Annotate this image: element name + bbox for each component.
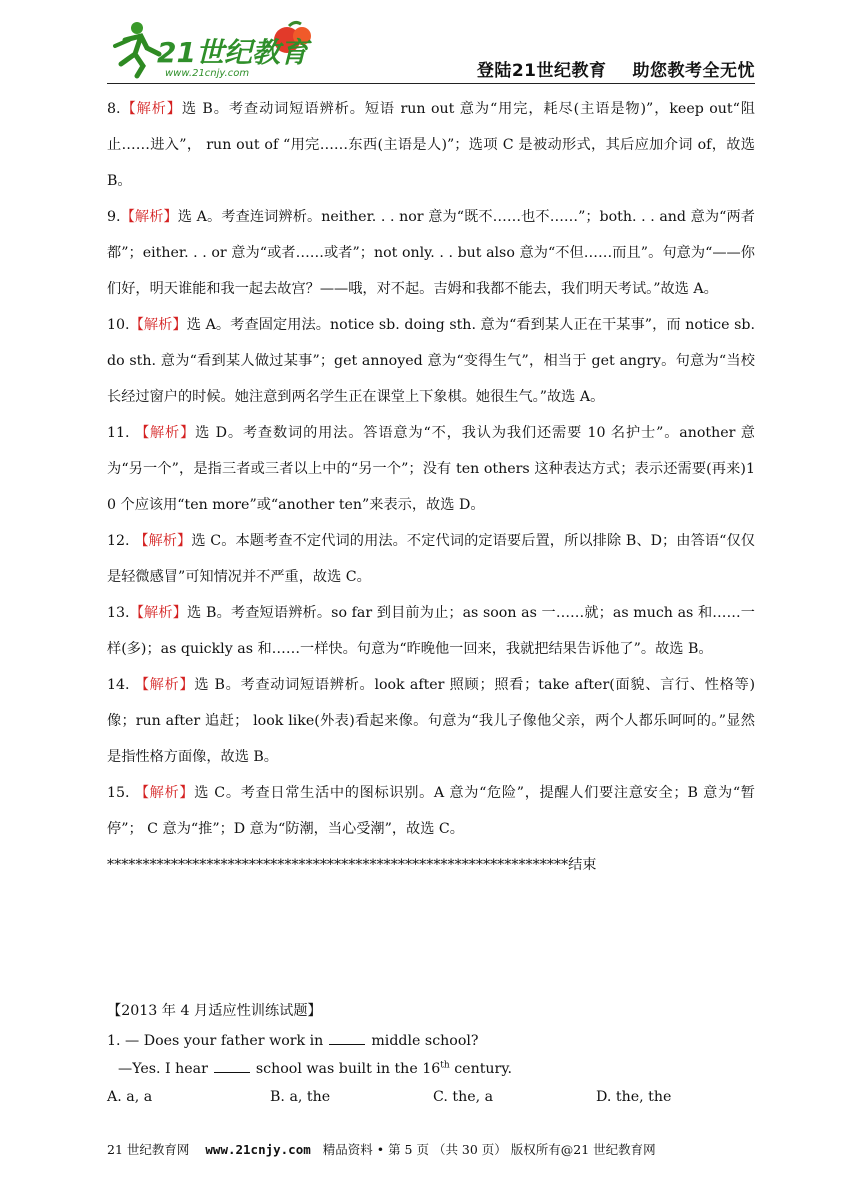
- analysis-tag: 【解析】: [134, 677, 195, 693]
- footer-brand: 21 世纪教育网: [107, 1142, 190, 1157]
- explanation-13: 13.【解析】选 B。考查短语辨析。so far 到目前为止；as soon as 一……就；as much as 和……一样(多)；as quickly as 和……一样快。句意为“昨晚他一回来，我就把结果告诉他了”。故选 B。: [107, 605, 755, 657]
- analysis-tag: 【解析】: [134, 533, 192, 549]
- site-logo[interactable]: [107, 18, 327, 80]
- end-marker: *****************************************************************结束: [107, 857, 597, 873]
- page-header: [107, 18, 755, 84]
- analysis-tag: 【解析】: [134, 785, 195, 801]
- explanation-15: 15. 【解析】选 C。考查日常生活中的图标识别。A 意为“危险”，提醒人们要注意安全；B 意为“暂停”； C 意为“推”；D 意为“防潮，当心受潮”，故选 C。: [107, 785, 755, 837]
- svg-text:21世纪教育: 21世纪教育: [157, 36, 308, 69]
- answer-blank: [214, 1060, 250, 1073]
- question-1-line-2: —Yes. I hear school was built in the 16th century.: [118, 1060, 512, 1077]
- analysis-tag: 【解析】: [120, 209, 178, 225]
- explanation-9: 9.【解析】选 A。考查连词辨析。neither. . . nor 意为“既不……也不……”；both. . . and 意为“两者都”；either. . . or 意为“或者……或者”；not only. . . but also 意为“不但……而且”。句意为“——你们好，明天谁能和我一起去故宫？——哦，对不起。吉姆和我都不能去，我们明天考试。”故选 A。: [107, 209, 755, 297]
- footer-page-info: 精品资料 • 第 5 页 （共 30 页） 版权所有@21 世纪教育网: [322, 1142, 656, 1157]
- option-a[interactable]: A. a, a: [107, 1089, 153, 1105]
- question-1-line-1: 1. — Does your father work in middle school?: [107, 1033, 479, 1049]
- option-c[interactable]: C. the, a: [433, 1089, 494, 1105]
- answer-blank: [329, 1032, 365, 1045]
- explanation-12: 12. 【解析】选 C。本题考查不定代词的用法。不定代词的定语要后置，所以排除 B、D；由答语“仅仅是轻微感冒”可知情况并不严重，故选 C。: [107, 533, 755, 585]
- logo-graphic: [107, 18, 327, 80]
- answer-explanations: [107, 91, 755, 883]
- option-b[interactable]: B. a, the: [270, 1089, 331, 1105]
- header-divider: [107, 83, 755, 84]
- option-d[interactable]: D. the, the: [596, 1089, 672, 1105]
- analysis-tag: 【解析】: [129, 605, 188, 621]
- explanation-10: 10.【解析】选 A。考查固定用法。notice sb. doing sth. 意为“看到某人正在干某事”，而 notice sb. do sth. 意为“看到某人做过某事”；get annoyed 意为“变得生气”，相当于 get angry。句意为“当校长经过窗户的时候。她注意到两名学生正在课堂上下象棋。她很生气。”故选 A。: [107, 317, 755, 405]
- explanation-8: 8.【解析】选 B。考查动词短语辨析。短语 run out 意为“用完，耗尽(主语是物)”，keep out“阻止……进入”， run out of “用完……东西(主语是人)”；选项 C 是被动形式，其后应加介词 of，故选 B。: [107, 101, 755, 189]
- explanation-11: 11. 【解析】选 D。考查数词的用法。答语意为“不，我认为我们还需要 10 名护士”。another 意为“另一个”，是指三者或三者以上中的“另一个”；没有 ten others 这种表达方式；表示还需要(再来)10 个应该用“ten more”或“another ten”来表示，故选 D。: [107, 425, 755, 513]
- footer-site-link[interactable]: www.21cnjy.com: [205, 1142, 311, 1157]
- svg-text:www.21cnjy.com: www.21cnjy.com: [165, 68, 250, 79]
- section-title: 【2013 年 4 月适应性训练试题】: [107, 1003, 322, 1019]
- slogan-login: 登陆21世纪教育: [476, 61, 607, 81]
- analysis-tag: 【解析】: [120, 101, 182, 117]
- analysis-tag: 【解析】: [129, 317, 187, 333]
- explanation-14: 14. 【解析】选 B。考查动词短语辨析。look after 照顾；照看；take after(面貌、言行、性格等)像；run after 追赶； look like(外表)看起来像。句意为“我儿子像他父亲，两个人都乐呵呵的。”显然是指性格方面像，故选 B。: [107, 677, 755, 765]
- header-slogan: [477, 56, 755, 81]
- slogan-help: 助您教考全无忧: [632, 61, 755, 81]
- analysis-tag: 【解析】: [134, 425, 196, 441]
- page-footer: [107, 1140, 656, 1158]
